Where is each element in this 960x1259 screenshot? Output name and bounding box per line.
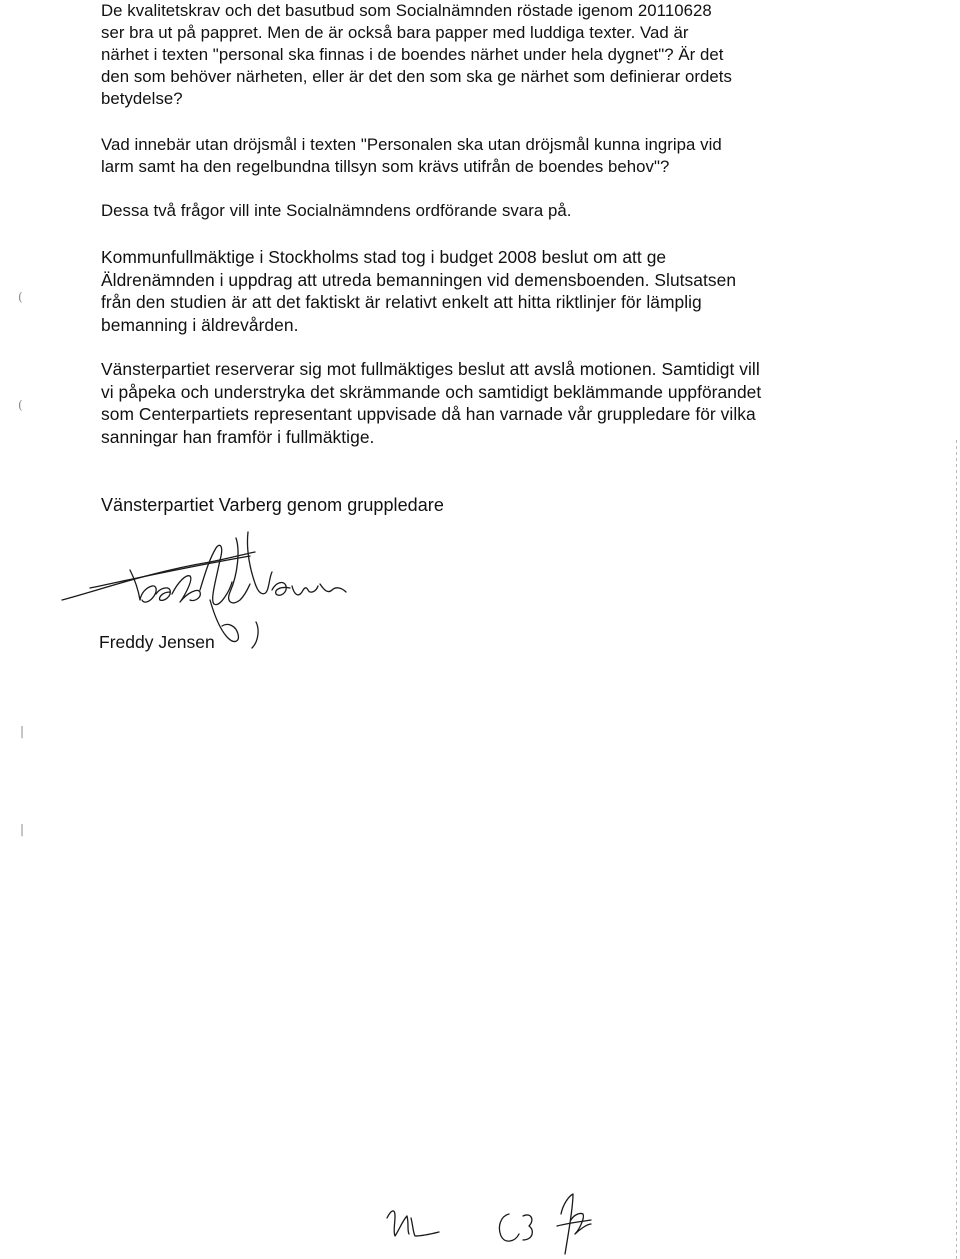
text-line: Dessa två frågor vill inte Socialnämndens ordförande svara på. <box>101 201 572 220</box>
paragraph-quality-requirements <box>101 0 841 110</box>
paragraph-stockholm-study <box>101 246 841 336</box>
text-line: den som behöver närheten, eller är det den som ska ge närhet som definierar ordets <box>101 67 732 86</box>
margin-tick: | <box>20 822 25 836</box>
text-line: närhet i texten "personal ska finnas i de boendes närhet under hela dygnet"? Är det <box>101 45 724 64</box>
text-line: bemanning i äldrevården. <box>101 314 299 335</box>
closing-line: Vänsterpartiet Varberg genom gruppledare <box>101 495 444 515</box>
text-line: ser bra ut på pappret. Men de är också bara papper med luddiga texter. Vad är <box>101 23 689 42</box>
margin-tick: ( <box>18 398 23 412</box>
margin-tick: | <box>20 724 25 738</box>
signer-name: Freddy Jensen <box>99 632 215 652</box>
text-line: sanningar han framför i fullmäktige. <box>101 426 375 447</box>
scan-edge-line <box>956 440 957 1259</box>
text-line: betydelse? <box>101 89 183 108</box>
text-line: Vad innebär utan dröjsmål i texten "Personalen ska utan dröjsmål kunna ingripa vid <box>101 135 722 154</box>
margin-tick: ( <box>18 290 23 304</box>
text-line: från den studien är att det faktiskt är relativt enkelt att hitta riktlinjer för lämplig <box>101 292 702 313</box>
text-line: Äldrenämnden i uppdrag att utreda bemanningen vid demensboenden. Slutsatsen <box>101 269 737 290</box>
paragraph-reservation <box>101 358 841 448</box>
text-line: larm samt ha den regelbundna tillsyn som krävs utifrån de boendes behov"? <box>101 157 670 176</box>
paragraph-without-delay <box>101 134 841 178</box>
handwritten-initials <box>385 1190 615 1259</box>
text-line: De kvalitetskrav och det basutbud som Socialnämnden röstade igenom 20110628 <box>101 1 712 20</box>
text-line: som Centerpartiets representant uppvisade då han varnade vår gruppledare för vilka <box>101 404 756 425</box>
text-line: Kommunfullmäktige i Stockholms stad tog i budget 2008 beslut om att ge <box>101 247 667 267</box>
text-line: Vänsterpartiet reserverar sig mot fullmäktiges beslut att avslå motionen. Samtidigt vill <box>101 359 760 379</box>
text-line: vi påpeka och understryka det skrämmande och samtidigt beklämmande uppförandet <box>101 381 762 402</box>
paragraph-chair-refuses <box>101 200 841 222</box>
